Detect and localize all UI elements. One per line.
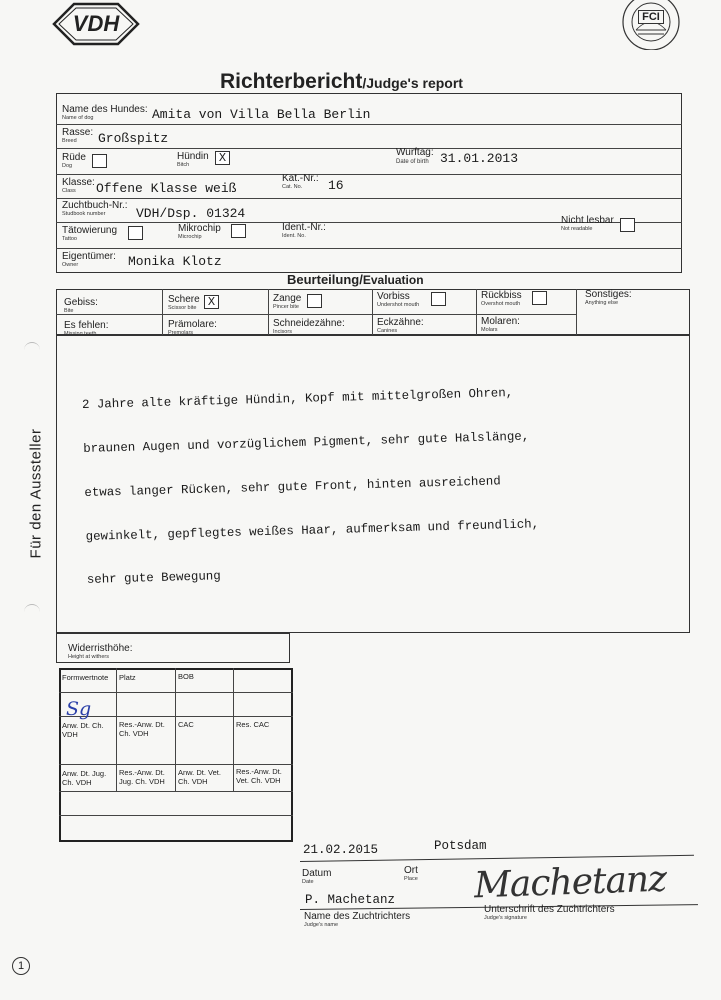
undershot-label: Vorbiss Undershot mouth bbox=[377, 291, 420, 308]
evaluation-line: braunen Augen und vorzüglichem Pigment, sehr gute Halslänge, bbox=[83, 429, 530, 456]
other-label: Sonstiges: Anything else bbox=[585, 289, 632, 306]
bob-header: BOB bbox=[178, 672, 194, 681]
grade-handwritten: Sg bbox=[66, 698, 92, 720]
fci-seal bbox=[618, 0, 684, 50]
evaluation-line: sehr gute Bewegung bbox=[86, 569, 221, 588]
page-title bbox=[220, 70, 463, 94]
title-en: /Judge's report bbox=[362, 75, 463, 91]
date-value: 21.02.2015 bbox=[303, 843, 379, 857]
result-vdh-champion: Anw. Dt. Ch. VDH bbox=[62, 721, 104, 739]
tattoo-label: Tätowierung Tattoo bbox=[62, 225, 118, 242]
vdh-logo-text: VDH bbox=[72, 11, 120, 36]
overshot-label: Rückbiss Overshot mouth bbox=[481, 290, 522, 307]
result-res-vdh-champion: Res.-Anw. Dt. Ch. VDH bbox=[119, 720, 165, 738]
owner-value: Monika Klotz bbox=[128, 254, 222, 269]
catno-value: 16 bbox=[328, 178, 344, 193]
placement-header: Platz bbox=[119, 673, 136, 682]
title-de: Richterbericht bbox=[220, 70, 363, 93]
unreadable-checkbox[interactable] bbox=[620, 218, 635, 232]
catno-label: Kat.-Nr.: Cat. No. bbox=[282, 173, 319, 190]
dob-value: 31.01.2013 bbox=[440, 151, 519, 166]
vdh-logo bbox=[48, 2, 144, 46]
missing-teeth-label: Es fehlen: Missing teeth bbox=[64, 320, 109, 337]
dog-sex-label: Rüde Dog bbox=[62, 152, 86, 169]
fci-seal-text: FCI bbox=[638, 10, 664, 24]
tattoo-checkbox[interactable] bbox=[128, 226, 143, 240]
class-label: Klasse: Class bbox=[62, 177, 95, 194]
ident-label: Ident.-Nr.: Ident. No. bbox=[282, 222, 326, 239]
scissor-label: Schere Scissor bite bbox=[168, 294, 200, 311]
evaluation-text bbox=[81, 356, 541, 602]
incisors-label: Schneidezähne: Incisors bbox=[273, 318, 345, 335]
punch-hole-mark bbox=[24, 604, 40, 620]
judge-name-label: Name des Zuchtrichters Judge's name bbox=[304, 911, 411, 928]
unreadable-label: Nicht lesbar Not readable bbox=[561, 215, 614, 232]
result-cac: CAC bbox=[178, 720, 194, 729]
owner-label: Eigentümer: Owner bbox=[62, 251, 116, 268]
result-veteran-champion: Anw. Dt. Vet. Ch. VDH bbox=[178, 768, 221, 786]
studbook-value: VDH/Dsp. 01324 bbox=[136, 206, 246, 221]
result-res-veteran-champion: Res.-Anw. Dt. Vet. Ch. VDH bbox=[236, 767, 282, 785]
undershot-checkbox[interactable] bbox=[431, 292, 446, 306]
breed-value: Großspitz bbox=[98, 131, 169, 146]
grade-header: Formwertnote bbox=[62, 673, 109, 682]
pincer-checkbox[interactable] bbox=[307, 294, 322, 308]
judge-signature-label: Unterschrift des Zuchtrichters Judge's signature bbox=[484, 904, 615, 921]
microchip-label: Mikrochip Microchip bbox=[178, 223, 221, 240]
evaluation-line: 2 Jahre alte kräftige Hündin, Kopf mit mittelgroßen Ohren, bbox=[81, 386, 514, 413]
dog-name-label: Name des Hundes: Name of dog bbox=[62, 104, 148, 121]
premolars-label: Prämolare: Premolars bbox=[168, 319, 217, 336]
breed-label: Rasse: Breed bbox=[62, 127, 94, 144]
dog-sex-checkbox[interactable] bbox=[92, 154, 107, 168]
overshot-checkbox[interactable] bbox=[532, 291, 547, 305]
withers-label: Widerristhöhe: Height at withers bbox=[68, 643, 133, 660]
bitch-sex-checkbox[interactable]: X bbox=[215, 151, 230, 165]
pincer-label: Zange Pincer bite bbox=[273, 293, 302, 310]
place-value: Potsdam bbox=[434, 839, 487, 853]
date-label: Datum Date bbox=[302, 868, 332, 885]
punch-hole-mark bbox=[24, 342, 40, 358]
place-label: Ort Place bbox=[404, 865, 418, 882]
dob-label: Wurftag: Date of birth bbox=[396, 147, 434, 165]
result-junior-champion: Anw. Dt. Jug. Ch. VDH bbox=[62, 769, 107, 787]
studbook-label: Zuchtbuch-Nr.: Studbook number bbox=[62, 200, 128, 217]
scissor-checkbox[interactable]: X bbox=[204, 295, 219, 309]
bite-label: Gebiss: Bite bbox=[64, 297, 98, 314]
evaluation-line: gewinkelt, gepflegtes weißes Haar, aufmerksam und freundlich, bbox=[85, 516, 540, 544]
evaluation-heading: Beurteilung/Evaluation bbox=[287, 272, 424, 287]
bitch-sex-label: Hündin Bitch bbox=[177, 151, 209, 168]
evaluation-line: etwas langer Rücken, sehr gute Front, hinten ausreichend bbox=[84, 474, 501, 500]
result-res-junior-champion: Res.-Anw. Dt. Jug. Ch. VDH bbox=[119, 768, 165, 786]
dog-name-value: Amita von Villa Bella Berlin bbox=[152, 107, 371, 122]
molars-label: Molaren: Molars bbox=[481, 316, 520, 333]
result-res-cac: Res. CAC bbox=[236, 720, 270, 729]
judge-name-value: P. Machetanz bbox=[305, 893, 396, 907]
page-number: 1 bbox=[12, 957, 30, 975]
canines-label: Eckzähne: Canines bbox=[377, 317, 424, 334]
class-value: Offene Klasse weiß bbox=[96, 181, 237, 196]
exhibitor-side-label: Für den Aussteller bbox=[27, 428, 45, 559]
judge-signature: Machetanz bbox=[473, 858, 667, 907]
microchip-checkbox[interactable] bbox=[231, 224, 246, 238]
